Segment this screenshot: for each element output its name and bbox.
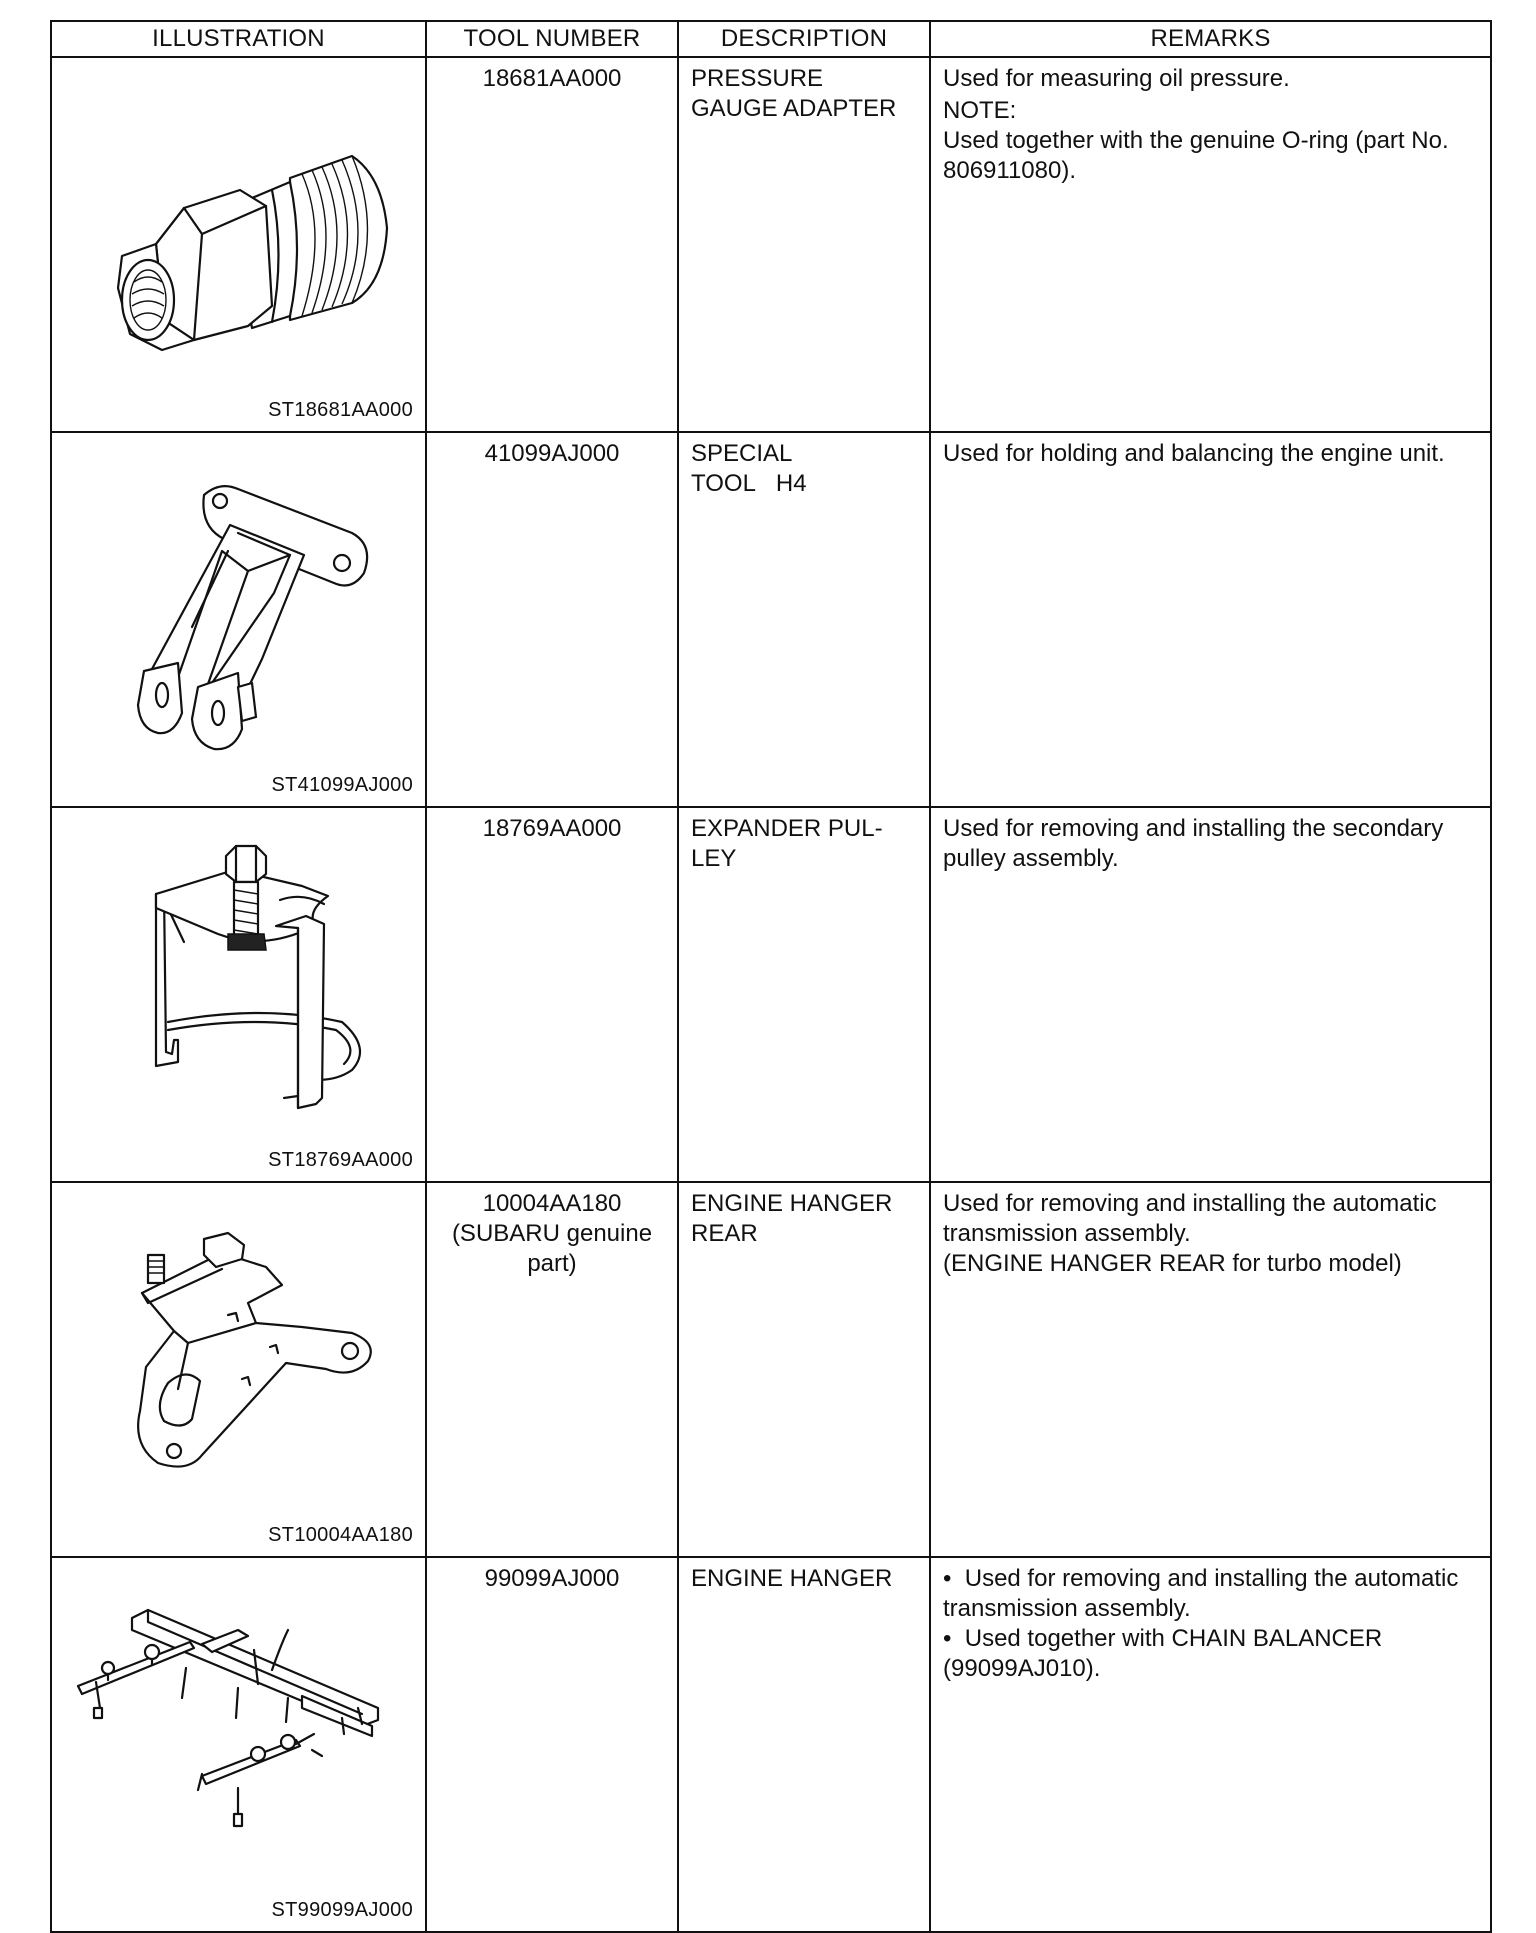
remarks-line: transmission assembly. [943,1220,1191,1247]
header-tool-number: TOOL NUMBER [426,21,678,57]
table-row [51,1182,1491,1557]
description-line: ENGINE HANGER [691,1565,893,1592]
table-row [51,1557,1491,1932]
remarks-bullet-line: • Used together with CHAIN BALANCER [943,1625,1383,1652]
tool-number: 18681AA000 [482,65,622,92]
tool-number-cell [426,57,678,432]
tool-number: 10004AA180 [482,1190,622,1217]
engine-hanger-rear-icon [52,1183,427,1550]
illustration-cell [51,1557,426,1932]
remarks-cell [930,57,1491,432]
remarks-line: pulley assembly. [943,845,1119,872]
illustration-cell [51,1182,426,1557]
header-illustration: ILLUSTRATION [51,21,426,57]
tool-number-note: (SUBARU genuine [451,1220,653,1247]
illustration-code: ST41099AJ000 [271,774,413,796]
remarks-line: transmission assembly. [943,1595,1191,1622]
special-tools-table [50,20,1492,1933]
header-description: DESCRIPTION [678,21,930,57]
remarks-cell [930,807,1491,1182]
illustration-cell [51,432,426,807]
remarks-line: (ENGINE HANGER REAR for turbo model) [943,1250,1402,1277]
description-line: EXPANDER PUL- [691,815,883,842]
description-line: ENGINE HANGER [691,1190,893,1217]
tool-number: 18769AA000 [482,815,622,842]
tool-number: 41099AJ000 [484,440,620,467]
illustration-code: ST99099AJ000 [271,1899,413,1921]
description-line: GAUGE ADAPTER [691,95,897,122]
remarks-note-label: NOTE: [943,97,1017,124]
remarks-cell [930,432,1491,807]
table-row [51,432,1491,807]
remarks-line: Used for measuring oil pressure. [943,65,1290,92]
description-cell [678,1557,930,1932]
table-row [51,807,1491,1182]
description-line: LEY [691,845,737,872]
illustration-cell [51,57,426,432]
description-line: REAR [691,1220,758,1247]
pressure-gauge-adapter-icon [52,58,427,425]
tool-number-cell [426,1557,678,1932]
remarks-line: Used for holding and balancing the engine unit. [943,440,1445,467]
header-remarks: REMARKS [930,21,1491,57]
remarks-line: Used for removing and installing the automatic [943,1190,1437,1217]
engine-hanger-icon [52,1558,427,1925]
description-cell [678,1182,930,1557]
tool-number-cell [426,432,678,807]
remarks-line: Used together with the genuine O-ring (part No. [943,127,1449,154]
remarks-bullet-line: • Used for removing and installing the automatic [943,1565,1459,1592]
description-line: SPECIAL [691,440,793,467]
remarks-line: Used for removing and installing the secondary [943,815,1444,842]
tool-number: 99099AJ000 [484,1565,620,1592]
illustration-cell [51,807,426,1182]
header-row [51,21,1491,57]
remarks-cell [930,1182,1491,1557]
special-tool-bracket-icon [52,433,427,800]
description-cell [678,57,930,432]
description-cell [678,807,930,1182]
remarks-line: 806911080). [943,157,1077,184]
description-cell [678,432,930,807]
illustration-code: ST10004AA180 [268,1524,413,1546]
expander-pulley-icon [52,808,427,1175]
description-line: PRESSURE [691,65,824,92]
tool-number-cell [426,1182,678,1557]
tool-number-note: part) [527,1250,577,1277]
illustration-code: ST18769AA000 [268,1149,413,1171]
tool-number-cell [426,807,678,1182]
description-line: TOOL H4 [691,470,807,497]
remarks-cell [930,1557,1491,1932]
table-row [51,57,1491,432]
remarks-line: (99099AJ010). [943,1655,1101,1682]
illustration-code: ST18681AA000 [268,399,413,421]
